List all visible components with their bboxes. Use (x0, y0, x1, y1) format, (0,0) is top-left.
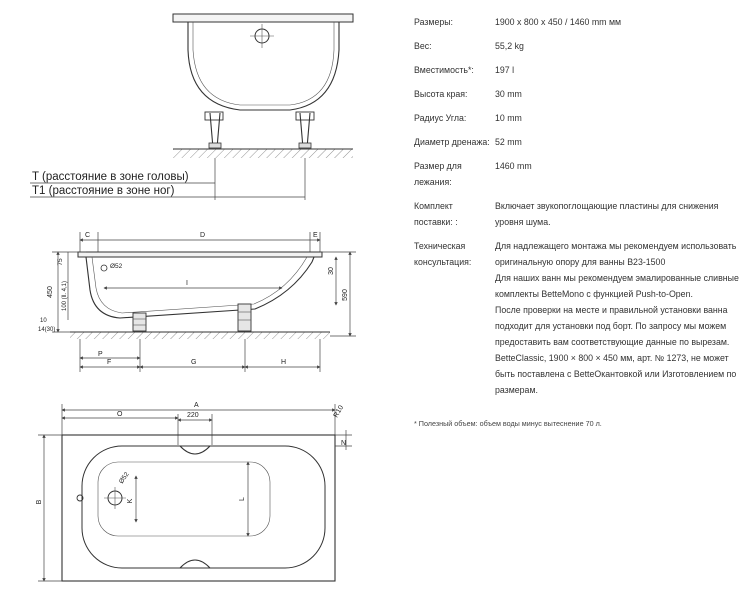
spec-label: Диаметр дренажа: (414, 137, 490, 147)
dim-o: O (117, 411, 123, 418)
spec-value (495, 110, 740, 126)
dim-h: H (281, 359, 287, 366)
spec-value (495, 86, 740, 102)
side-floor-hatch (70, 332, 330, 339)
dim-14: 14(30) (38, 327, 56, 333)
spec-value (495, 38, 740, 54)
dim-k: K (127, 498, 134, 504)
spec-value-line: Включает звукопоглощающие пластины для снижения уровня шума. (495, 201, 719, 227)
spec-value (495, 134, 740, 150)
spec-row (414, 110, 740, 126)
dim-f: F (107, 359, 112, 366)
dim-n: N (341, 440, 347, 447)
dim-d: D (200, 232, 206, 239)
spec-value-line: Для надлежащего монтажа мы рекомендуем использовать оригинальную опору для ванны B23-1500 (495, 241, 737, 267)
spec-label: Техническая консультация: (414, 241, 472, 267)
front-floor-hatch (173, 149, 353, 158)
side-drain (101, 265, 107, 271)
side-d52: Ø52 (110, 263, 123, 270)
top-plan-view (36, 402, 352, 581)
dim-g: G (191, 359, 197, 366)
spec-value-line: 30 mm (495, 89, 522, 99)
spec-value (495, 62, 740, 78)
spec-value-line: 1900 x 800 x 450 / 1460 mm мм (495, 17, 622, 27)
front-rim (173, 14, 353, 22)
spec-label: Комплект поставки: : (414, 201, 458, 227)
dim-c: C (85, 232, 91, 239)
dim-30: 30 (328, 267, 335, 275)
top-grip-lower (180, 560, 210, 568)
spec-row (414, 198, 740, 230)
spec-value (495, 238, 740, 398)
top-inner-basin (82, 446, 325, 568)
side-section-view (38, 232, 356, 372)
dim-10: 10 (40, 318, 47, 324)
spec-label: Вместимость*: (414, 65, 474, 75)
spec-value-line: 197 l (495, 65, 515, 75)
legend-t: T (расстояние в зоне головы) (32, 171, 189, 183)
spec-label: Вес: (414, 41, 432, 51)
spec-value-line: 52 mm (495, 137, 522, 147)
dim-b: B (36, 499, 43, 505)
dim-r10: R10 (332, 404, 346, 419)
spec-label: Радиус Угла: (414, 113, 467, 123)
front-support-feet (205, 112, 314, 148)
dim-i: I (186, 280, 188, 287)
spec-label: Размер для лежания: (414, 161, 462, 187)
front-tub-body (188, 22, 339, 110)
spec-row (414, 238, 740, 398)
spec-value-line: 10 mm (495, 113, 522, 123)
spec-row (414, 38, 740, 54)
spec-label: Высота края: (414, 89, 468, 99)
dim-75: 75 (57, 258, 64, 266)
spec-row (414, 158, 740, 190)
legend-t1: T1 (расстояние в зоне ног) (32, 185, 175, 197)
spec-table (414, 14, 740, 406)
spec-value-line: После проверки на месте и правильной установки ванна подходит для установки под борт. По запросу мы можем предоставить вам соответствующие данные по вырезам. (495, 305, 730, 347)
spec-row (414, 86, 740, 102)
front-section-view (30, 14, 353, 200)
top-outer-rim (62, 435, 335, 581)
spec-row (414, 134, 740, 150)
spec-value (495, 158, 740, 190)
side-rim (78, 252, 322, 257)
spec-value (495, 14, 740, 30)
spec-label: Размеры: (414, 17, 454, 27)
spec-row (414, 62, 740, 78)
footnote: * Полезный объем: объем воды минус вытеснение 70 л. (414, 419, 602, 428)
dim-590: 590 (342, 289, 349, 301)
top-grip-upper (180, 446, 210, 454)
spec-value (495, 198, 740, 230)
dim-450: 450 (47, 286, 54, 298)
dim-p: P (98, 351, 103, 358)
spec-value-line: Для наших ванн мы рекомендуем эмалированные сливные комплекты BetteMono с функцией Push-to-Open. (495, 273, 739, 299)
spec-row (414, 14, 740, 30)
dim-220: 220 (187, 412, 199, 419)
dim-e: E (313, 232, 318, 239)
spec-value-line: BetteClassic, 1900 × 800 × 450 мм, арт. № 1273, не может быть поставлена с BetteОкантовкой или Изготовлением по размерам. (495, 353, 737, 395)
top-d52: Ø52 (117, 471, 131, 486)
spec-value-line: 1460 mm (495, 161, 532, 171)
dim-l: L (239, 497, 246, 501)
dim-a: A (194, 402, 199, 409)
spec-value-line: 55,2 kg (495, 41, 524, 51)
dim-100: 100 (ll. 4,1) (62, 280, 68, 312)
